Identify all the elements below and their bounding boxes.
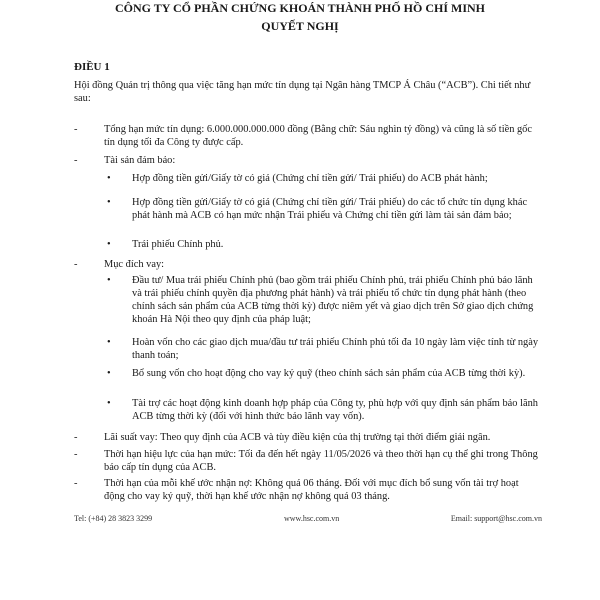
sub-item-collateral-acb: Hợp đồng tiền gửi/Giấy tờ có giá (Chứng chỉ tiền gửi/ Trái phiếu) do ACB phát hành; <box>132 173 488 184</box>
article-heading: ĐIỀU 1 <box>74 61 110 73</box>
list-item-loan-term: Thời hạn của mỗi khế ước nhận nợ: Không quá 06 tháng. Đối với mục đích bổ sung vốn tài trợ hoạt động cho vay ký quỹ, thời hạn khế ước nhận nợ không quá 03 tháng. <box>104 478 519 502</box>
sub-item-purpose-refund: Hoàn vốn cho các giao dịch mua/đầu tư trái phiếu Chính phủ tối đa 10 ngày làm việc tính từ ngày thanh toán; <box>132 337 539 361</box>
bullet-marker: • <box>107 239 111 250</box>
article-intro: Hội đồng Quản trị thông qua việc tăng hạn mức tín dụng tại Ngân hàng TMCP Á Châu (“ACB”). Chi tiết như sau: <box>74 80 531 104</box>
company-name: CÔNG TY CỔ PHẦN CHỨNG KHOÁN THÀNH PHỐ HỒ CHÍ MINH <box>114 1 485 15</box>
bullet-marker: • <box>107 173 111 184</box>
document-title: QUYẾT NGHỊ <box>261 19 339 33</box>
sub-item-purpose-margin: Bổ sung vốn cho hoạt động cho vay ký quỹ (theo chính sách sản phẩm của ACB từng thời kỳ). <box>132 368 526 379</box>
list-marker: - <box>74 449 78 460</box>
list-item-credit-limit: Tổng hạn mức tín dụng: 6.000.000.000.000 đồng (Bằng chữ: Sáu nghìn tỷ đồng) và cũng là số tiền gốc tín dụng tối đa Công ty được cấp. <box>104 124 532 148</box>
list-marker: - <box>74 432 78 443</box>
bullet-marker: • <box>107 337 111 348</box>
footer-website: www.hsc.com.vn <box>284 514 340 523</box>
list-item-validity: Thời hạn hiệu lực của hạn mức: Tối đa đến hết ngày 11/05/2026 và theo thời hạn cụ thể ghi trong Thông báo cấp tín dụng của ACB. <box>104 449 538 473</box>
sub-item-collateral-other: Hợp đồng tiền gửi/Giấy tờ có giá (Chứng chỉ tiền gửi/ Trái phiếu) do các tổ chức tín dụng khác phát hành mà ACB có hạn mức nhận Trái phiếu và Chứng chỉ tiền gửi làm tài sản đảm bảo; <box>132 197 528 221</box>
list-marker: - <box>74 155 78 166</box>
bullet-marker: • <box>107 398 111 409</box>
list-item-interest-rate: Lãi suất vay: Theo quy định của ACB và tùy điều kiện của thị trường tại thời điểm giải ngân. <box>104 432 491 443</box>
list-item-collateral: Tài sản đảm bảo: <box>104 155 176 166</box>
footer-email: Email: support@hsc.com.vn <box>450 514 542 523</box>
footer-phone: Tel: (+84) 28 3823 3299 <box>74 514 153 523</box>
list-marker: - <box>74 124 78 135</box>
bullet-marker: • <box>107 368 111 379</box>
list-marker: - <box>74 478 78 489</box>
sub-item-collateral-government: Trái phiếu Chính phủ. <box>132 239 224 250</box>
bullet-marker: • <box>107 197 111 208</box>
bullet-marker: • <box>107 275 111 286</box>
sub-item-purpose-business: Tài trợ các hoạt động kinh doanh hợp pháp của Công ty, phù hợp với quy định sản phẩm bảo lãnh ACB từng thời kỳ (đối với hình thức bảo lãnh vay vốn). <box>132 398 538 422</box>
list-item-purpose: Mục đích vay: <box>104 259 165 270</box>
sub-item-purpose-investment: Đầu tư/ Mua trái phiếu Chính phủ (bao gồm trái phiếu Chính phủ, trái phiếu Chính phủ bảo lãnh và trái phiếu chính quyền địa phương phát hành) và trái phiếu tổ chức tín dụng phát hành (theo chính sách sản phẩm của ACB từng thời kỳ) được niêm yết và giao dịch trên Sở giao dịch chứng khoán Hà Nội theo quy định của pháp luật; <box>132 275 534 325</box>
list-marker: - <box>74 259 78 270</box>
